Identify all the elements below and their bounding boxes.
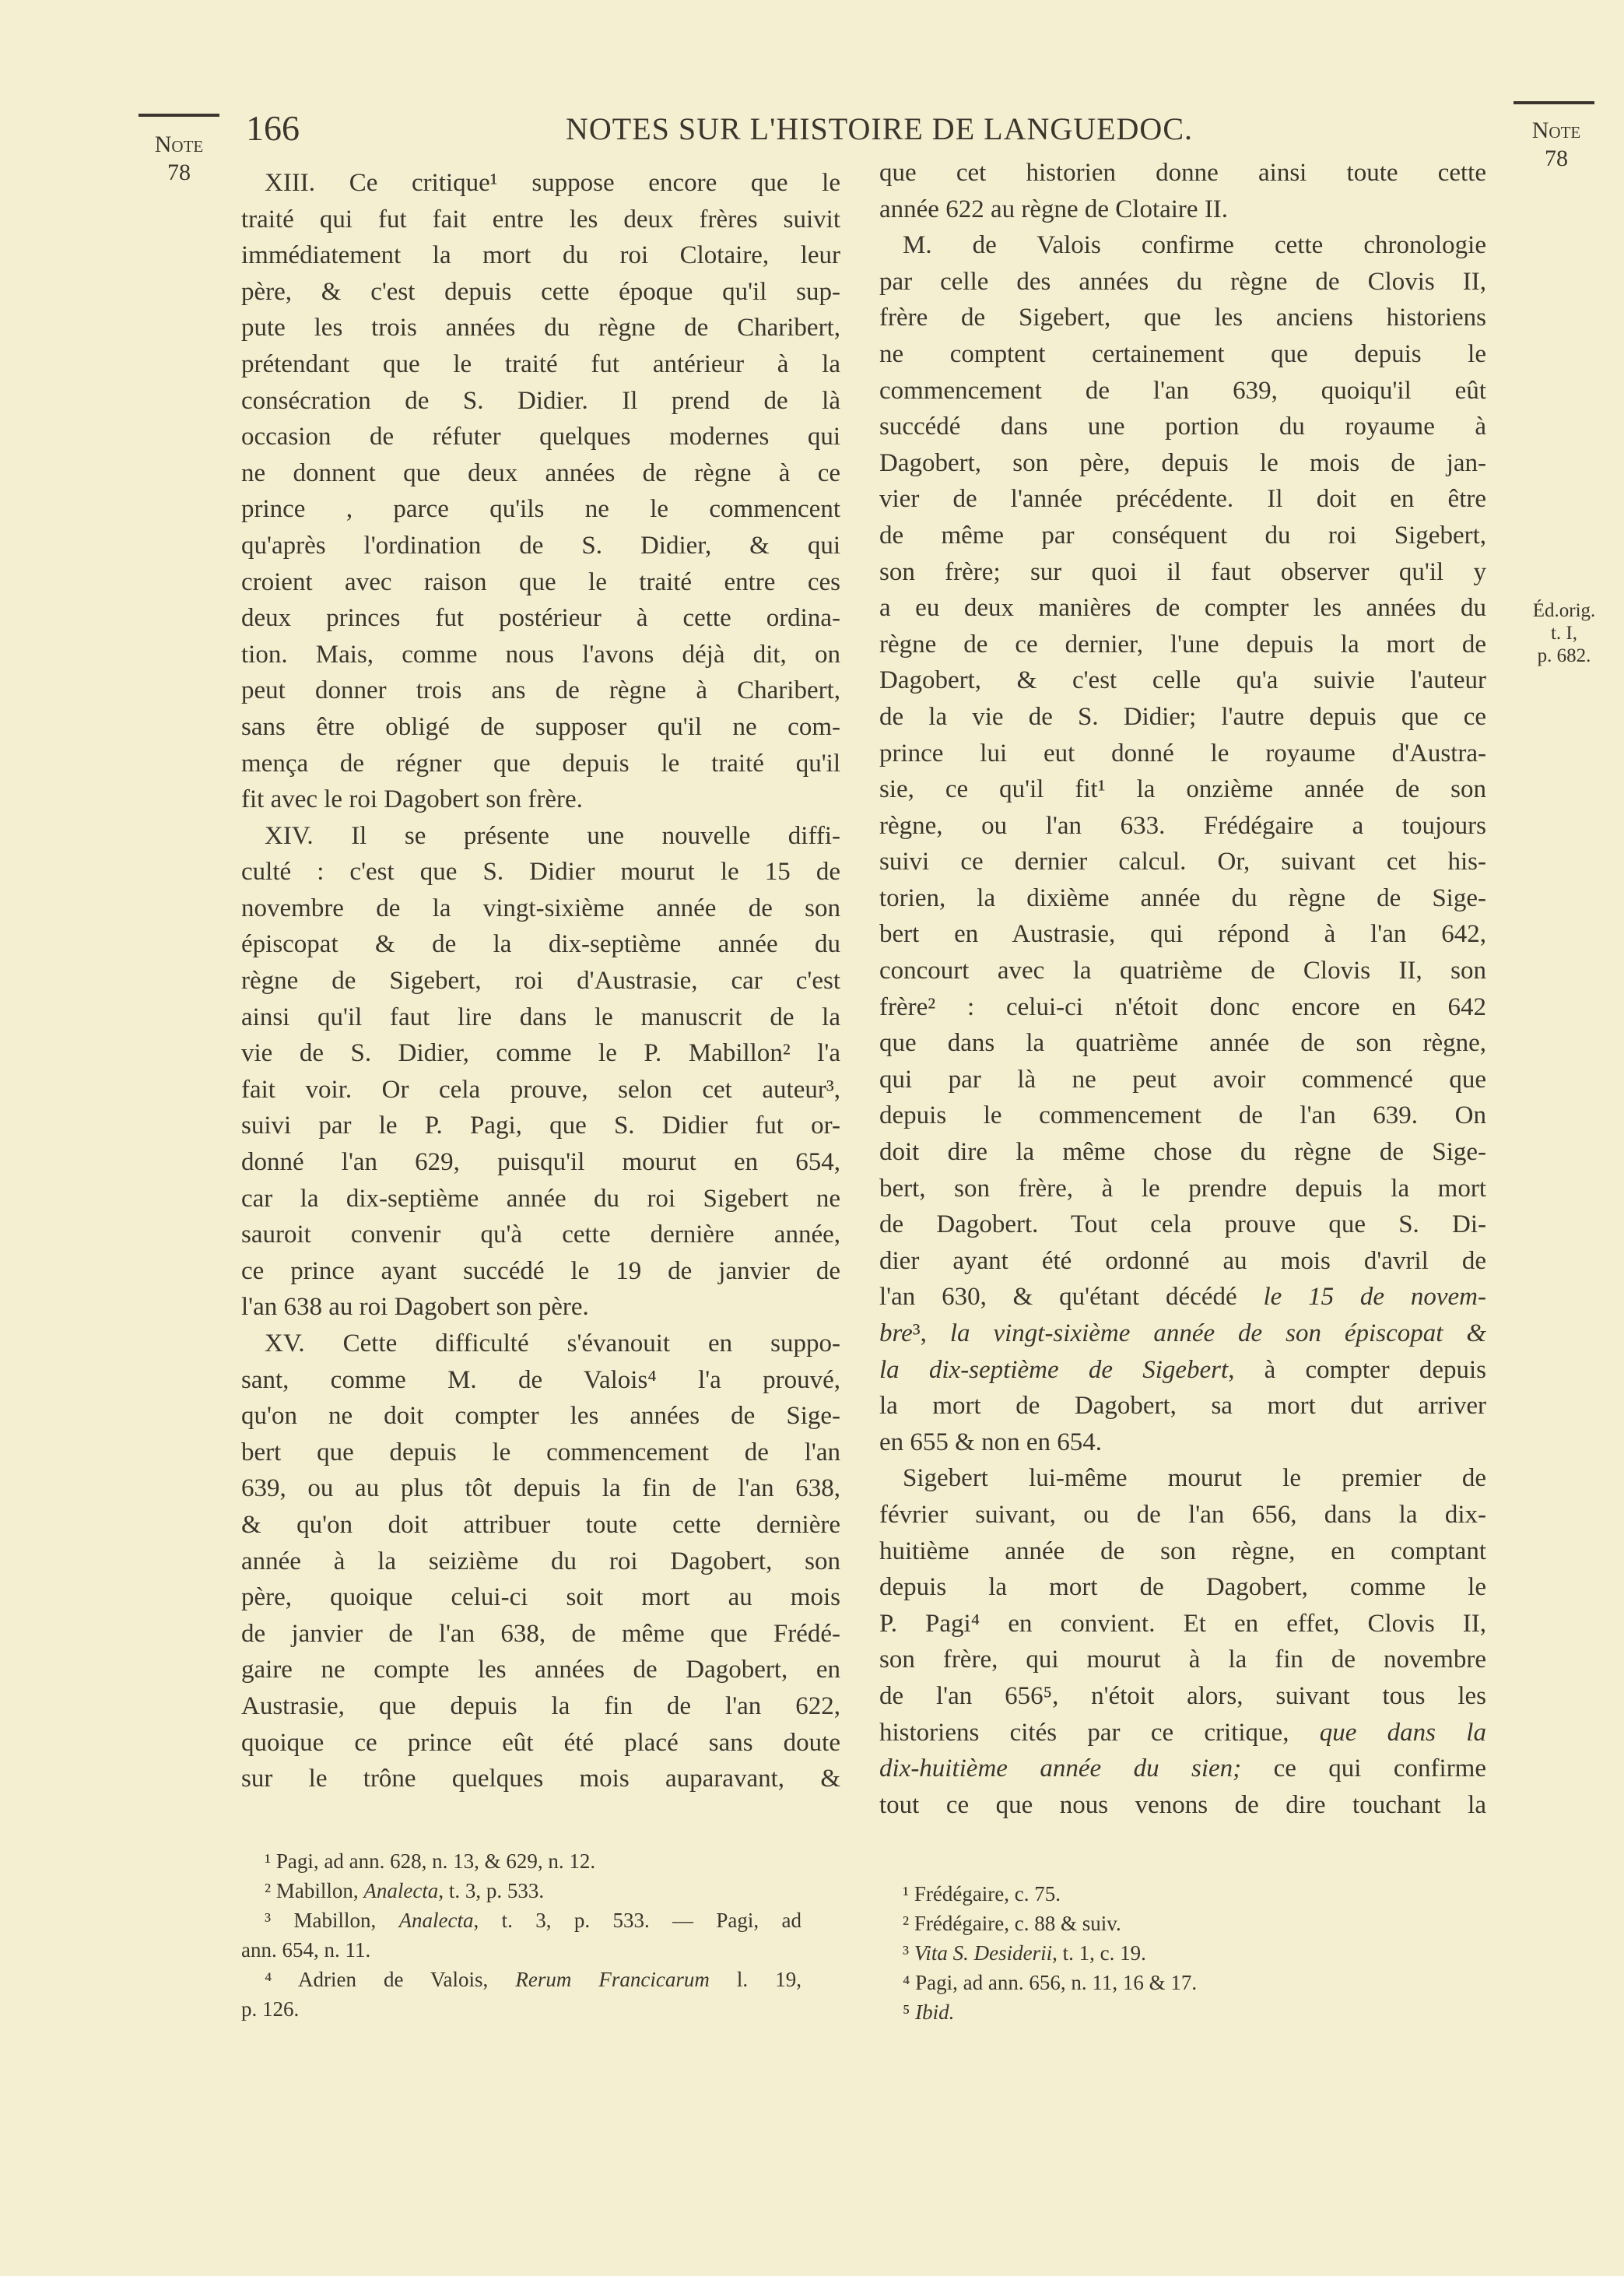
text-segment: ³ Mabillon, <box>265 1909 399 1932</box>
italic-text: Analecta <box>363 1879 439 1902</box>
text-line: XIV. Il se présente une nouvelle diffi- <box>265 821 840 850</box>
edition-ref-line: p. 682. <box>1537 645 1591 666</box>
text-line: la mort de Dagobert, sa mort dut arriver <box>879 1392 1486 1421</box>
text-line: suivi par le P. Pagi, que S. Didier fut or- <box>241 1112 840 1140</box>
text-line: de la vie de S. Didier; l'autre depuis que ce <box>879 702 1486 731</box>
text-line: traité qui fut fait entre les deux frères suivit <box>241 205 840 234</box>
text-line: depuis le commencement de l'an 639. On <box>879 1101 1486 1130</box>
text-line: XV. Cette difficulté s'évanouit en suppo- <box>265 1329 840 1358</box>
footnote <box>241 1846 801 1876</box>
text-line: commencement de l'an 639, quoiqu'il eût <box>879 376 1486 405</box>
text-line: qui par là ne peut avoir commencé que <box>879 1065 1486 1094</box>
text-line: ainsi qu'il faut lire dans le manuscrit de la <box>241 1003 840 1031</box>
text-line: peut donner trois ans de règne à Charibert, <box>241 676 840 705</box>
text-line: vier de l'année précédente. Il doit en être <box>879 485 1486 514</box>
text-line: règne, ou l'an 633. Frédégaire a toujours <box>879 811 1486 840</box>
text-line: bert que depuis le commencement de l'an <box>241 1438 840 1466</box>
text-line: de Dagobert. Tout cela prouve que S. Di- <box>879 1210 1486 1239</box>
text-line: de l'an 656⁵, n'étoit alors, suivant tous les <box>879 1681 1486 1710</box>
left-margin-rule <box>139 114 219 117</box>
footnote <box>879 1997 1440 2027</box>
text-line: croient avec raison que le traité entre ces <box>241 567 840 596</box>
text-line: son frère; sur quoi il faut observer qu'il y <box>879 557 1486 586</box>
text-line: bert, son frère, à le prendre depuis la mort <box>879 1174 1486 1203</box>
text-line: Austrasie, que depuis la fin de l'an 622, <box>241 1691 840 1720</box>
text-segment: ² Mabillon, <box>265 1879 364 1902</box>
text-line: de même par conséquent du roi Sigebert, <box>879 521 1486 550</box>
text-line: depuis la mort de Dagobert, comme le <box>879 1573 1486 1602</box>
text-line: fait voir. Or cela prouve, selon cet auteur³, <box>241 1075 840 1104</box>
edition-reference <box>1510 599 1619 667</box>
text-line: gaire ne compte les années de Dagobert, en <box>241 1656 840 1684</box>
note-number: 78 <box>1545 146 1568 171</box>
text-line: sauroit convenir qu'à cette dernière année, <box>241 1221 840 1249</box>
text-line: en 655 & non en 654. <box>879 1428 1102 1456</box>
footnote-line: ann. 654, n. 11. <box>241 1938 371 1962</box>
footnotes-right <box>879 1879 1440 2027</box>
italic-text: le 15 de novem- <box>1263 1283 1486 1312</box>
text-line: que cet historien donne ainsi toute cette <box>879 159 1486 187</box>
text-line <box>879 1315 1486 1352</box>
footnote <box>241 1965 801 2024</box>
right-column <box>879 155 1486 1823</box>
text-line: quoique ce prince eût été placé sans doute <box>241 1728 840 1757</box>
text-segment: , t. 1, c. 19. <box>1052 1941 1146 1965</box>
text-segment: ⁵ <box>903 2000 916 2024</box>
text-line: donné l'an 629, puisqu'il mourut en 654, <box>241 1148 840 1177</box>
text-line: sie, ce qu'il fit¹ la onzième année de son <box>879 775 1486 804</box>
left-column <box>241 165 840 1797</box>
left-margin-note <box>140 131 218 187</box>
text-line: sans être obligé de supposer qu'il ne com- <box>241 712 840 741</box>
paragraph <box>241 818 840 1326</box>
page-number: 166 <box>246 108 300 148</box>
text-line: vie de S. Didier, comme le P. Mabillon² l'a <box>241 1039 840 1068</box>
footnotes-left <box>241 1846 801 2024</box>
text-line: huitième année de son règne, en comptant <box>879 1537 1486 1565</box>
text-line: l'an 638 au roi Dagobert son père. <box>241 1293 589 1322</box>
text-line: a eu deux manières de compter les années du <box>879 594 1486 623</box>
footnote <box>241 1876 801 1905</box>
text-line <box>879 1751 1486 1787</box>
text-line: règne de Sigebert, roi d'Austrasie, car c'est <box>241 967 840 996</box>
text-line: occasion de réfuter quelques modernes qui <box>241 423 840 451</box>
text-line: succédé dans une portion du royaume à <box>879 413 1486 441</box>
italic-text: la vingt-sixième année de son épiscopat & <box>949 1319 1486 1347</box>
text-line: de janvier de l'an 638, de même que Frédé- <box>241 1619 840 1648</box>
paragraph <box>241 1326 840 1797</box>
text-segment: ³, <box>912 1319 950 1347</box>
text-line: prétendant que le traité fut antérieur à la <box>241 349 840 378</box>
text-line: XIII. Ce critique¹ suppose encore que le <box>265 169 840 197</box>
text-line: 639, ou au plus tôt depuis la fin de l'an 638, <box>241 1474 840 1503</box>
text-segment: , t. 3, p. 533. <box>438 1879 545 1902</box>
text-segment: , t. 3, p. 533. — Pagi, ad <box>473 1909 801 1932</box>
footnote-line <box>241 1905 801 1935</box>
italic-text: la dix-septième de Sigebert <box>879 1355 1229 1384</box>
text-line <box>879 1279 1486 1315</box>
text-line: tion. Mais, comme nous l'avons déjà dit, on <box>241 640 840 669</box>
footnote <box>879 1938 1440 1968</box>
text-line: Dagobert, & c'est celle qu'a suivie l'auteur <box>879 666 1486 695</box>
footnote-line: ¹ Frédégaire, c. 75. <box>903 1882 1061 1905</box>
footnote-line: ⁴ Pagi, ad ann. 656, n. 11, 16 & 17. <box>903 1971 1198 1994</box>
text-segment: ³ <box>903 1941 914 1965</box>
footnote-line <box>879 1997 1440 2027</box>
text-line: frère² : celui-ci n'étoit donc encore en 642 <box>879 992 1486 1021</box>
footnote-line <box>879 1938 1440 1968</box>
italic-text: Vita S. Desiderii <box>914 1941 1053 1965</box>
right-margin-note <box>1517 117 1595 173</box>
text-line: consécration de S. Didier. Il prend de là <box>241 386 840 415</box>
footnote-line: ¹ Pagi, ad ann. 628, n. 13, & 629, n. 12. <box>265 1849 596 1873</box>
paragraph <box>879 227 1486 1460</box>
text-line: que dans la quatrième année de son règne, <box>879 1029 1486 1058</box>
text-line: torien, la dixième année du règne de Sige- <box>879 883 1486 912</box>
text-line: sant, comme M. de Valois⁴ l'a prouvé, <box>241 1365 840 1394</box>
footnote-line <box>241 1965 801 1994</box>
text-line <box>879 1352 1486 1389</box>
footnote <box>241 1905 801 1965</box>
text-line: père, & c'est depuis cette époque qu'il sup- <box>241 277 840 306</box>
text-line: tout ce que nous venons de dire touchant la <box>879 1790 1486 1819</box>
edition-ref-line: t. I, <box>1550 623 1578 644</box>
text-line: car la dix-septième année du roi Sigebert ne <box>241 1184 840 1213</box>
text-line: frère de Sigebert, que les anciens historiens <box>879 304 1486 332</box>
text-line: fit avec le roi Dagobert son frère. <box>241 785 583 814</box>
text-segment: historiens cités par ce critique, <box>879 1718 1320 1747</box>
italic-text: que dans la <box>1319 1718 1486 1747</box>
paragraph <box>241 165 840 818</box>
right-margin-rule <box>1514 101 1594 104</box>
text-line: deux princes fut postérieur à cette ordina- <box>241 604 840 633</box>
text-line <box>879 1715 1486 1751</box>
italic-text: Rerum Francicarum <box>515 1968 710 1991</box>
text-line: P. Pagi⁴ en convient. Et en effet, Clovis II, <box>879 1609 1486 1638</box>
text-line: règne de ce dernier, l'une depuis la mort de <box>879 630 1486 659</box>
text-line: sur le trône quelques mois auparavant, & <box>241 1765 840 1793</box>
text-line: son frère, qui mourut à la fin de novembre <box>879 1646 1486 1674</box>
text-line: novembre de la vingt-sixième année de son <box>241 894 840 922</box>
text-line: pute les trois années du règne de Charibert, <box>241 314 840 342</box>
text-line: Dagobert, son père, depuis le mois de jan- <box>879 448 1486 477</box>
text-line: & qu'on doit attribuer toute cette dernière <box>241 1510 840 1539</box>
footnote <box>879 1879 1440 1909</box>
note-label: Note <box>1531 118 1581 143</box>
text-line: bert en Austrasie, qui répond à l'an 642, <box>879 920 1486 949</box>
text-line: doit dire la même chose du règne de Sige- <box>879 1138 1486 1167</box>
text-line: mença de régner que depuis le traité qu'il <box>241 749 840 778</box>
text-line: Sigebert lui-même mourut le premier de <box>903 1464 1486 1493</box>
footnote-line: p. 126. <box>241 1997 300 2021</box>
footnote-line <box>241 1876 801 1905</box>
text-line: année à la seizième du roi Dagobert, son <box>241 1547 840 1575</box>
text-line: père, quoique celui-ci soit mort au mois <box>241 1583 840 1612</box>
text-line: qu'on ne doit compter les années de Sige- <box>241 1402 840 1431</box>
text-line: prince , parce qu'ils ne le commencent <box>241 495 840 524</box>
paragraph <box>879 1460 1486 1823</box>
text-line: dier ayant été ordonné au mois d'avril de <box>879 1246 1486 1275</box>
text-line: immédiatement la mort du roi Clotaire, leur <box>241 241 840 270</box>
text-line: culté : c'est que S. Didier mourut le 15 de <box>241 858 840 887</box>
edition-ref-line: Éd.orig. <box>1532 600 1596 621</box>
text-segment: l'an 630, & qu'étant décédé <box>879 1283 1264 1312</box>
text-segment: l. 19, <box>709 1968 801 1991</box>
note-number: 78 <box>167 160 191 185</box>
running-title: NOTES SUR L'HISTOIRE DE LANGUEDOC. <box>565 111 1193 146</box>
text-line: année 622 au règne de Clotaire II. <box>879 195 1229 223</box>
italic-text: bre <box>879 1319 913 1347</box>
text-segment: , à compter depuis <box>1228 1355 1486 1384</box>
italic-text: Analecta <box>398 1909 474 1932</box>
italic-text: dix-huitième année du sien; <box>879 1754 1242 1783</box>
footnote <box>879 1909 1440 1938</box>
text-line: concourt avec la quatrième de Clovis II, son <box>879 957 1486 985</box>
footnote <box>879 1968 1440 1997</box>
text-line: qu'après l'ordination de S. Didier, & qui <box>241 531 840 560</box>
text-line: ce prince ayant succédé le 19 de janvier de <box>241 1256 840 1285</box>
text-segment: ce qui confirme <box>1241 1754 1486 1783</box>
text-line: par celle des années du règne de Clovis II, <box>879 267 1486 296</box>
paragraph <box>879 155 1486 227</box>
text-line: M. de Valois confirme cette chronologie <box>903 231 1486 260</box>
text-line: ne comptent certainement que depuis le <box>879 339 1486 368</box>
text-segment: ⁴ Adrien de Valois, <box>265 1968 516 1991</box>
italic-text: Ibid. <box>915 2000 955 2024</box>
text-line: prince lui eut donné le royaume d'Austra- <box>879 739 1486 767</box>
footnote-line: ² Frédégaire, c. 88 & suiv. <box>903 1912 1121 1935</box>
text-line: épiscopat & de la dix-septième année du <box>241 930 840 959</box>
text-line: février suivant, ou de l'an 656, dans la dix- <box>879 1500 1486 1529</box>
note-label: Note <box>154 132 204 157</box>
text-line: suivi ce dernier calcul. Or, suivant cet his- <box>879 848 1486 876</box>
text-line: ne donnent que deux années de règne à ce <box>241 458 840 487</box>
